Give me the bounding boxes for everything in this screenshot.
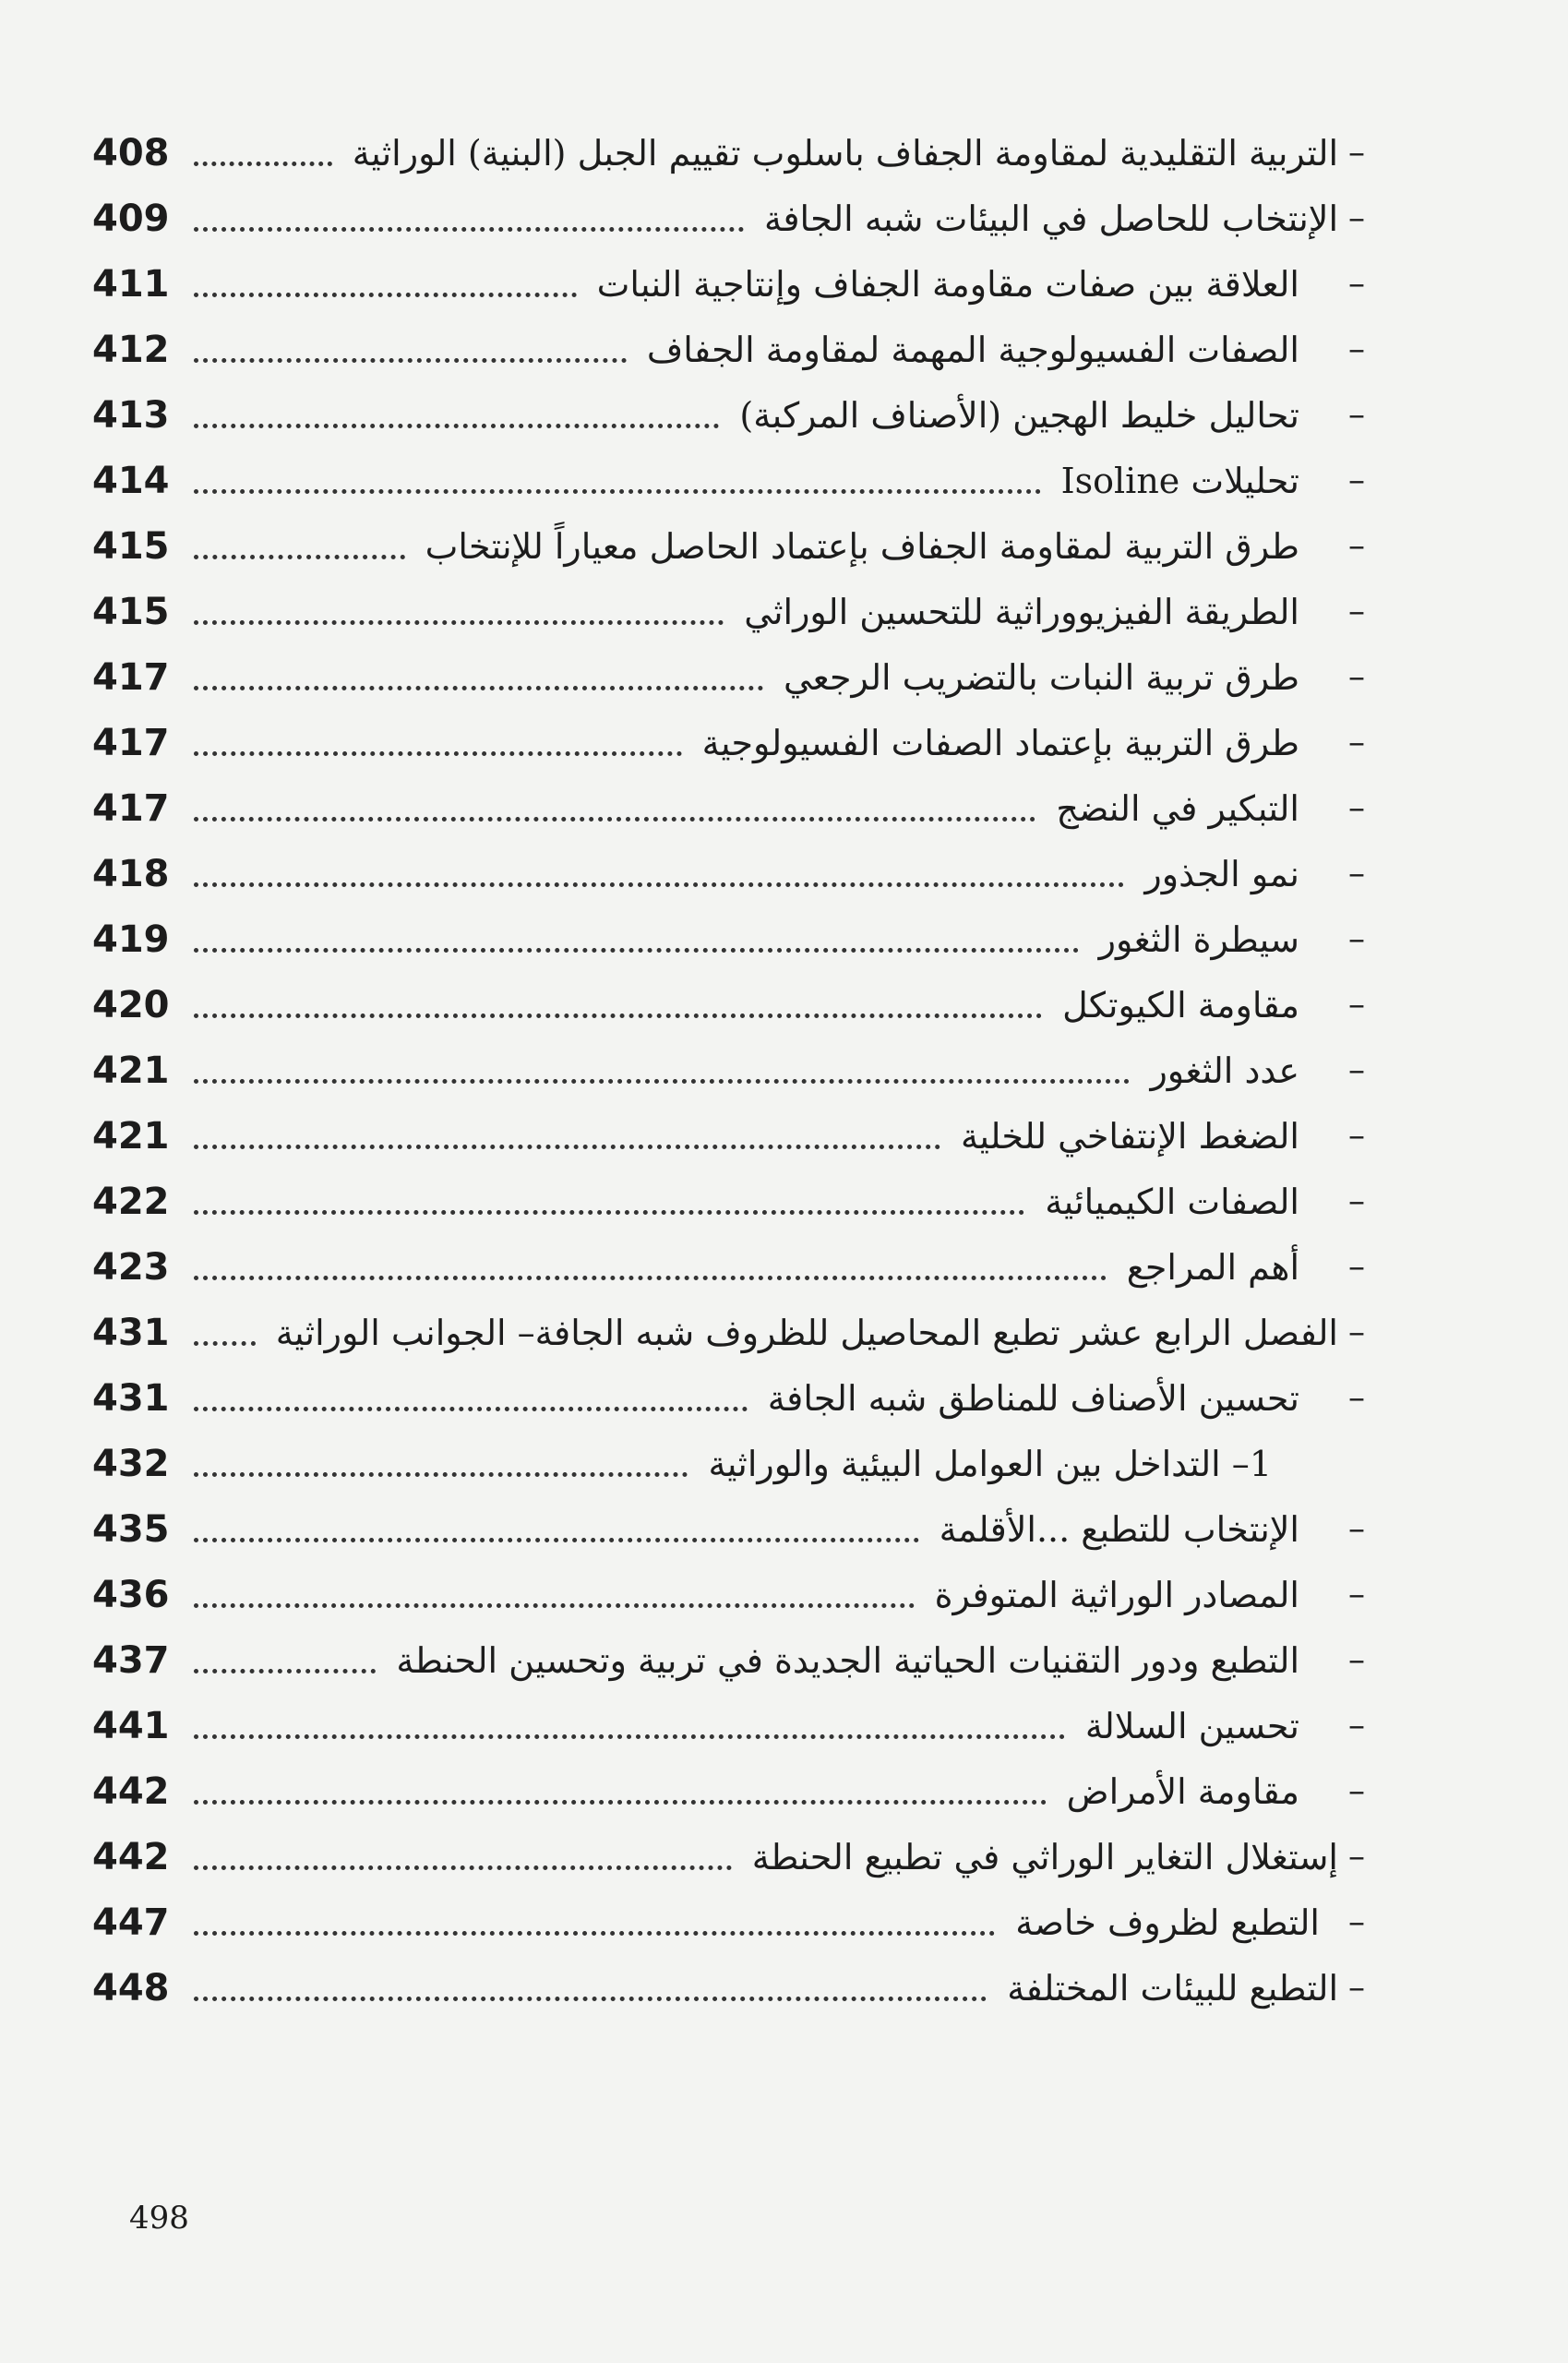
dot-leader xyxy=(194,227,744,232)
toc-entry-page: 442 xyxy=(92,1769,170,1813)
list-dash: – xyxy=(1348,396,1365,434)
toc-entry xyxy=(92,1955,1375,2021)
toc-entry-title: مقاومة الكيوتكل xyxy=(1062,984,1299,1026)
dot-leader xyxy=(194,1734,1065,1739)
toc-entry xyxy=(92,186,1375,251)
dot-leader xyxy=(194,1407,748,1411)
toc-entry-page: 420 xyxy=(92,983,170,1026)
list-dash: – xyxy=(1348,1641,1365,1679)
toc-entry-page: 436 xyxy=(92,1573,170,1616)
list-dash: – xyxy=(1348,330,1365,368)
toc-entry xyxy=(92,513,1375,579)
dot-leader xyxy=(194,358,627,363)
list-dash: – xyxy=(1348,1772,1365,1810)
dot-leader xyxy=(194,1669,376,1673)
list-dash: – xyxy=(1348,462,1365,499)
toc-entry xyxy=(92,1496,1375,1562)
toc-entry-title: الإنتخاب للتطبع ...الأقلمة xyxy=(939,1508,1299,1550)
toc-entry xyxy=(92,1824,1375,1889)
toc-entry-title: إستغلال التغاير الوراثي في تطبيع الحنطة xyxy=(751,1836,1338,1877)
toc-entry-page: 448 xyxy=(92,1966,170,2009)
page-number: 498 xyxy=(129,2200,189,2237)
toc-entry-page: 442 xyxy=(92,1835,170,1878)
toc-entry-page: 431 xyxy=(92,1376,170,1420)
toc-entry-title: تحسين السلالة xyxy=(1084,1705,1299,1746)
toc-entry-title: الفصل الرابع عشر تطبع المحاصيل للظروف شبه الجافة– الجوانب الوراثية xyxy=(275,1312,1338,1353)
toc-entry-page: 419 xyxy=(92,918,170,961)
toc-entry-title: الصفات الفسيولوجية المهمة لمقاومة الجفاف xyxy=(646,329,1299,370)
dot-leader xyxy=(194,1210,1024,1215)
toc-entry-title: مقاومة الأمراض xyxy=(1066,1770,1299,1812)
dot-leader xyxy=(194,1603,915,1608)
list-dash: – xyxy=(1348,1707,1365,1745)
toc-entry-title: التطبع ودور التقنيات الحياتية الجديدة في تربية وتحسين الحنطة xyxy=(396,1639,1299,1681)
toc-entry-title: العلاقة بين صفات مقاومة الجفاف وإنتاجية النبات xyxy=(596,263,1299,305)
toc-entry-title: الصفات الكيميائية xyxy=(1045,1181,1299,1222)
list-dash: – xyxy=(1348,1248,1365,1286)
toc-entry-title: الطريقة الفيزيووراثية للتحسين الوراثي xyxy=(744,591,1299,632)
dot-leader xyxy=(194,1931,995,1936)
list-dash: – xyxy=(1348,1510,1365,1548)
toc-entry xyxy=(92,1693,1375,1758)
list-dash: – xyxy=(1348,658,1365,696)
dot-leader xyxy=(194,686,763,690)
toc-entry-title: التربية التقليدية لمقاومة الجفاف باسلوب تقييم الجبل (البنية) الوراثية xyxy=(352,132,1338,174)
toc-entry-page: 414 xyxy=(92,459,170,502)
table-of-contents xyxy=(92,120,1375,2021)
toc-entry xyxy=(92,710,1375,775)
toc-entry xyxy=(92,448,1375,513)
toc-entry xyxy=(92,120,1375,186)
toc-entry-page: 415 xyxy=(92,590,170,633)
dot-leader xyxy=(194,1865,732,1870)
dot-leader xyxy=(194,162,332,166)
list-dash: – xyxy=(1348,265,1365,303)
toc-entry-page: 411 xyxy=(92,262,170,306)
toc-entry xyxy=(92,317,1375,382)
list-dash: – xyxy=(1348,789,1365,827)
list-dash: – xyxy=(1348,1969,1365,2007)
toc-entry xyxy=(92,1562,1375,1627)
list-dash: – xyxy=(1348,1903,1365,1941)
toc-entry-title: تحسين الأصناف للمناطق شبه الجافة xyxy=(767,1377,1299,1419)
list-dash: – xyxy=(1348,724,1365,762)
toc-entry xyxy=(92,972,1375,1038)
dot-leader xyxy=(194,1079,1130,1084)
dot-leader xyxy=(194,620,724,625)
dot-leader xyxy=(194,293,577,297)
toc-entry xyxy=(92,841,1375,906)
toc-entry xyxy=(92,1103,1375,1169)
toc-entry-page: 413 xyxy=(92,393,170,437)
dot-leader xyxy=(194,948,1079,953)
toc-entry xyxy=(92,906,1375,972)
dot-leader xyxy=(194,1538,919,1542)
list-dash: – xyxy=(1348,199,1365,237)
toc-entry xyxy=(92,1365,1375,1431)
toc-entry xyxy=(92,1038,1375,1103)
toc-entry-page: 432 xyxy=(92,1442,170,1485)
toc-entry xyxy=(92,775,1375,841)
list-dash: – xyxy=(1348,134,1365,172)
toc-entry-title: تحليلات Isoline xyxy=(1060,460,1299,501)
toc-entry-page: 421 xyxy=(92,1114,170,1158)
toc-entry xyxy=(92,251,1375,317)
dot-leader xyxy=(194,1472,688,1477)
toc-entry-page: 417 xyxy=(92,655,170,699)
toc-entry-page: 408 xyxy=(92,131,170,174)
dot-leader xyxy=(194,1997,987,2001)
dot-leader xyxy=(194,882,1124,887)
toc-entry xyxy=(92,382,1375,448)
dot-leader xyxy=(194,489,1041,494)
dot-leader xyxy=(194,1800,1047,1805)
toc-entry xyxy=(92,1627,1375,1693)
toc-entry-title: المصادر الوراثية المتوفرة xyxy=(934,1574,1299,1615)
toc-entry-page: 418 xyxy=(92,852,170,895)
list-dash: – xyxy=(1348,855,1365,893)
toc-entry-page: 412 xyxy=(92,328,170,371)
list-dash: – xyxy=(1348,1117,1365,1155)
toc-entry-title: طرق تربية النبات بالتضريب الرجعي xyxy=(784,656,1299,698)
toc-entry-title: طرق التربية لمقاومة الجفاف بإعتماد الحاصل معياراً للإنتخاب xyxy=(425,525,1299,567)
dot-leader xyxy=(194,424,719,428)
list-dash: – xyxy=(1348,1051,1365,1089)
toc-entry-page: 423 xyxy=(92,1245,170,1289)
toc-entry-title: الضغط الإنتفاخي للخلية xyxy=(961,1115,1299,1157)
toc-entry-title: التطبع لظروف خاصة xyxy=(1015,1901,1320,1943)
toc-entry-page: 437 xyxy=(92,1638,170,1682)
toc-entry-page: 409 xyxy=(92,197,170,240)
toc-entry xyxy=(92,1300,1375,1365)
toc-entry-page: 431 xyxy=(92,1311,170,1354)
toc-entry-page: 441 xyxy=(92,1704,170,1747)
list-dash: – xyxy=(1348,1313,1365,1351)
toc-entry-title: 1– التداخل بين العوامل البيئية والوراثية xyxy=(708,1443,1272,1484)
toc-entry xyxy=(92,644,1375,710)
dot-leader xyxy=(194,751,682,756)
toc-entry-page: 417 xyxy=(92,721,170,764)
list-dash: – xyxy=(1348,1182,1365,1220)
dot-leader xyxy=(194,1145,940,1149)
toc-entry xyxy=(92,579,1375,644)
toc-entry-title: عدد الثغور xyxy=(1150,1050,1299,1091)
list-dash: – xyxy=(1348,1838,1365,1876)
toc-entry-page: 422 xyxy=(92,1180,170,1223)
toc-entry-title: سيطرة الثغور xyxy=(1098,918,1299,960)
list-dash: – xyxy=(1348,1576,1365,1613)
toc-entry xyxy=(92,1889,1375,1955)
toc-entry-title: الإنتخاب للحاصل في البيئات شبه الجافة xyxy=(763,198,1338,239)
toc-entry-title: نمو الجذور xyxy=(1144,853,1299,894)
dot-leader xyxy=(194,817,1035,822)
dot-leader xyxy=(194,1276,1107,1280)
list-dash: – xyxy=(1348,527,1365,565)
list-dash: – xyxy=(1348,920,1365,958)
toc-entry xyxy=(92,1431,1375,1496)
toc-entry xyxy=(92,1234,1375,1300)
toc-entry-title: تحاليل خليط الهجين (الأصناف المركبة) xyxy=(739,394,1299,436)
toc-entry-title: التطبع للبيئات المختلفة xyxy=(1007,1967,1338,2009)
toc-entry-page: 435 xyxy=(92,1507,170,1551)
toc-entry-title: طرق التربية بإعتماد الصفات الفسيولوجية xyxy=(701,722,1299,763)
toc-entry-page: 447 xyxy=(92,1901,170,1944)
dot-leader xyxy=(194,555,405,559)
toc-entry-title: أهم المراجع xyxy=(1126,1246,1299,1288)
dot-leader xyxy=(194,1341,256,1346)
toc-entry-page: 415 xyxy=(92,524,170,568)
toc-entry xyxy=(92,1758,1375,1824)
dot-leader xyxy=(194,1014,1042,1018)
toc-entry-title: التبكير في النضج xyxy=(1056,787,1299,829)
list-dash: – xyxy=(1348,1379,1365,1417)
list-dash: – xyxy=(1348,593,1365,630)
toc-entry xyxy=(92,1169,1375,1234)
toc-entry-page: 417 xyxy=(92,786,170,830)
toc-entry-page: 421 xyxy=(92,1049,170,1092)
list-dash: – xyxy=(1348,986,1365,1024)
